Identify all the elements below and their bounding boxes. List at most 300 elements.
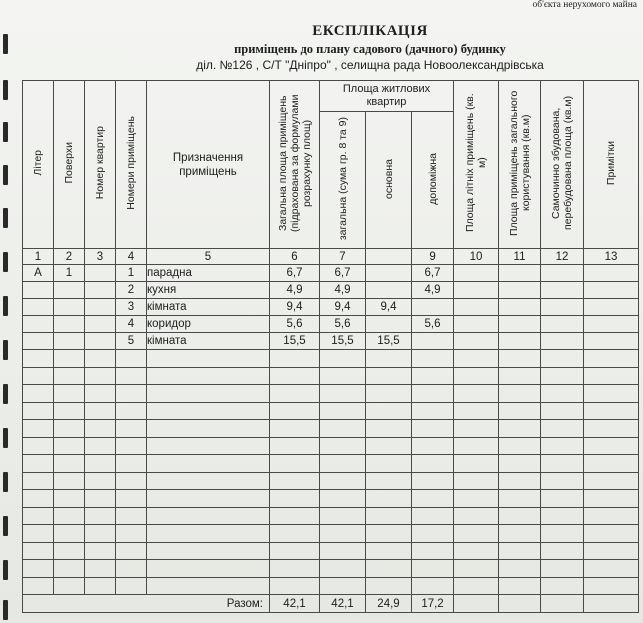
table-cell [454, 299, 499, 316]
table-cell: 5 [116, 333, 147, 350]
empty-cell [366, 542, 412, 560]
header-room-numbers: Номери приміщень [116, 81, 147, 249]
header-self-built-area: Самочинно збудована, перебудована площа (кв.м) [541, 81, 584, 249]
header-floors: Поверхи [54, 81, 85, 249]
empty-cell [454, 490, 499, 508]
total-value: 42,1 [320, 595, 366, 613]
empty-cell [85, 385, 116, 403]
empty-cell [23, 525, 54, 543]
total-value [499, 595, 541, 613]
column-number: 2 [54, 249, 85, 265]
empty-cell [499, 507, 541, 525]
empty-cell [366, 525, 412, 543]
column-number: 7 [320, 249, 366, 265]
table-cell [499, 299, 541, 316]
table-cell: коридор [147, 316, 270, 333]
empty-cell [366, 455, 412, 473]
empty-cell [23, 542, 54, 560]
empty-cell [85, 560, 116, 578]
column-number: 12 [541, 249, 584, 265]
empty-cell [412, 420, 454, 438]
column-number: 4 [116, 249, 147, 265]
table-cell: 9,4 [366, 299, 412, 316]
empty-cell [54, 472, 85, 490]
total-row [23, 595, 639, 613]
empty-cell [320, 367, 366, 385]
table-cell: 5,6 [320, 316, 366, 333]
empty-row [23, 420, 639, 438]
empty-cell [541, 350, 584, 368]
empty-cell [499, 402, 541, 420]
empty-cell [147, 420, 270, 438]
empty-cell [366, 420, 412, 438]
explication-table [22, 80, 639, 613]
table-cell: А [23, 265, 54, 282]
empty-cell [412, 385, 454, 403]
table-cell [85, 265, 116, 282]
document-subtitle: приміщень до плану садового (дачного) будинку [234, 42, 506, 56]
table-cell [541, 265, 584, 282]
table-cell [23, 333, 54, 350]
empty-cell [116, 367, 147, 385]
table-cell: 5,6 [412, 316, 454, 333]
empty-cell [23, 490, 54, 508]
empty-cell [270, 455, 320, 473]
empty-cell [270, 542, 320, 560]
empty-row [23, 577, 639, 595]
empty-cell [320, 385, 366, 403]
empty-cell [499, 472, 541, 490]
empty-cell [23, 402, 54, 420]
empty-cell [270, 472, 320, 490]
empty-cell [116, 455, 147, 473]
empty-cell [116, 542, 147, 560]
empty-cell [541, 385, 584, 403]
empty-cell [412, 542, 454, 560]
table-cell [584, 299, 639, 316]
table-cell: 9,4 [270, 299, 320, 316]
empty-cell [584, 402, 639, 420]
empty-cell [541, 490, 584, 508]
empty-cell [54, 367, 85, 385]
table-cell [366, 265, 412, 282]
empty-cell [584, 385, 639, 403]
empty-cell [584, 577, 639, 595]
empty-cell [454, 437, 499, 455]
empty-cell [116, 560, 147, 578]
total-label: Разом: [23, 595, 270, 613]
empty-row [23, 507, 639, 525]
empty-cell [54, 350, 85, 368]
empty-cell [366, 472, 412, 490]
table-cell [454, 265, 499, 282]
empty-cell [54, 420, 85, 438]
empty-cell [584, 437, 639, 455]
table-cell [454, 282, 499, 299]
empty-cell [454, 455, 499, 473]
table-row [23, 265, 639, 282]
empty-cell [454, 472, 499, 490]
table-cell: 4,9 [270, 282, 320, 299]
empty-cell [85, 525, 116, 543]
table-cell: 15,5 [366, 333, 412, 350]
empty-cell [584, 542, 639, 560]
empty-cell [147, 402, 270, 420]
table-cell [541, 299, 584, 316]
empty-cell [412, 437, 454, 455]
empty-cell [116, 525, 147, 543]
empty-cell [23, 507, 54, 525]
table-cell [54, 282, 85, 299]
empty-cell [85, 490, 116, 508]
empty-cell [85, 350, 116, 368]
empty-cell [320, 437, 366, 455]
table-cell [85, 316, 116, 333]
empty-row [23, 402, 639, 420]
empty-cell [412, 525, 454, 543]
empty-cell [270, 402, 320, 420]
table-cell: 1 [116, 265, 147, 282]
empty-cell [116, 385, 147, 403]
table-cell [85, 282, 116, 299]
empty-cell [54, 490, 85, 508]
column-number-row [23, 249, 639, 265]
total-value: 24,9 [366, 595, 412, 613]
empty-cell [584, 367, 639, 385]
column-number [366, 249, 412, 265]
table-row [23, 316, 639, 333]
header-living-total: загальна (сума гр. 8 та 9) [320, 112, 366, 249]
table-cell: 6,7 [320, 265, 366, 282]
empty-cell [116, 490, 147, 508]
empty-cell [23, 472, 54, 490]
empty-cell [54, 577, 85, 595]
table-cell: 5,6 [270, 316, 320, 333]
empty-cell [23, 455, 54, 473]
empty-cell [320, 560, 366, 578]
header-common-area: Площа приміщень загального користування (кв.м) [499, 81, 541, 249]
empty-row [23, 542, 639, 560]
total-value [584, 595, 639, 613]
table-cell: кімната [147, 333, 270, 350]
empty-cell [541, 525, 584, 543]
empty-cell [454, 420, 499, 438]
document-title: ЕКСПЛІКАЦІЯ [312, 23, 428, 39]
empty-cell [366, 385, 412, 403]
empty-cell [270, 385, 320, 403]
empty-cell [584, 507, 639, 525]
empty-cell [320, 402, 366, 420]
table-cell [541, 333, 584, 350]
empty-cell [320, 525, 366, 543]
empty-cell [147, 542, 270, 560]
empty-cell [499, 350, 541, 368]
empty-cell [54, 437, 85, 455]
table-cell [454, 316, 499, 333]
empty-cell [320, 542, 366, 560]
empty-cell [270, 420, 320, 438]
empty-cell [366, 402, 412, 420]
empty-cell [85, 402, 116, 420]
header-apartment-number: Номер квартир [85, 81, 116, 249]
empty-cell [147, 385, 270, 403]
empty-cell [85, 420, 116, 438]
empty-row [23, 525, 639, 543]
table-cell: 9,4 [320, 299, 366, 316]
empty-cell [23, 560, 54, 578]
column-number: 10 [454, 249, 499, 265]
table-cell [412, 299, 454, 316]
empty-row [23, 490, 639, 508]
empty-cell [412, 367, 454, 385]
table-cell [541, 316, 584, 333]
empty-cell [412, 350, 454, 368]
empty-cell [116, 437, 147, 455]
header-liter: Літер [23, 81, 54, 249]
empty-cell [499, 455, 541, 473]
table-cell [499, 265, 541, 282]
empty-cell [499, 525, 541, 543]
table-cell [366, 316, 412, 333]
total-value [541, 595, 584, 613]
empty-cell [499, 367, 541, 385]
column-number: 13 [584, 249, 639, 265]
empty-cell [499, 437, 541, 455]
table-cell [499, 316, 541, 333]
empty-cell [147, 367, 270, 385]
empty-cell [541, 402, 584, 420]
empty-cell [147, 490, 270, 508]
empty-cell [366, 560, 412, 578]
empty-cell [85, 542, 116, 560]
empty-cell [454, 402, 499, 420]
empty-cell [412, 490, 454, 508]
table-cell [584, 265, 639, 282]
empty-cell [147, 507, 270, 525]
empty-cell [454, 577, 499, 595]
header-summer-area: Площа літніх приміщень (кв. м) [454, 81, 499, 249]
empty-cell [499, 420, 541, 438]
empty-cell [147, 577, 270, 595]
empty-cell [541, 507, 584, 525]
empty-cell [270, 490, 320, 508]
empty-cell [454, 507, 499, 525]
empty-cell [320, 472, 366, 490]
empty-cell [541, 455, 584, 473]
empty-cell [499, 542, 541, 560]
empty-cell [499, 560, 541, 578]
empty-cell [85, 437, 116, 455]
corner-note: об'єкта нерухомого майна [532, 0, 637, 10]
empty-cell [454, 525, 499, 543]
empty-cell [54, 402, 85, 420]
empty-cell [147, 560, 270, 578]
table-cell [85, 299, 116, 316]
empty-cell [54, 542, 85, 560]
header-room-purpose: Призначення приміщень [147, 81, 270, 249]
table-cell [54, 299, 85, 316]
empty-cell [366, 367, 412, 385]
empty-row [23, 560, 639, 578]
empty-cell [584, 490, 639, 508]
total-value [454, 595, 499, 613]
empty-cell [147, 455, 270, 473]
header-notes: Примітки [584, 81, 639, 249]
table-cell [23, 299, 54, 316]
empty-cell [499, 385, 541, 403]
table-cell [85, 333, 116, 350]
empty-row [23, 472, 639, 490]
empty-row [23, 437, 639, 455]
empty-cell [270, 350, 320, 368]
empty-cell [454, 542, 499, 560]
empty-cell [270, 507, 320, 525]
table-cell [541, 282, 584, 299]
table-cell: 6,7 [270, 265, 320, 282]
empty-cell [584, 525, 639, 543]
column-number: 6 [270, 249, 320, 265]
empty-cell [454, 367, 499, 385]
empty-cell [54, 385, 85, 403]
column-number: 11 [499, 249, 541, 265]
empty-cell [320, 350, 366, 368]
table-cell: 1 [54, 265, 85, 282]
empty-cell [366, 437, 412, 455]
table-cell: 4 [116, 316, 147, 333]
empty-cell [412, 507, 454, 525]
empty-cell [270, 560, 320, 578]
empty-cell [116, 507, 147, 525]
column-number: 9 [412, 249, 454, 265]
empty-cell [541, 472, 584, 490]
header-total-area: Загальна площа приміщень (підрахована за формулами розрахунку площ) [270, 81, 320, 249]
table-cell [499, 282, 541, 299]
empty-cell [499, 490, 541, 508]
table-cell [23, 316, 54, 333]
empty-row [23, 367, 639, 385]
empty-cell [116, 350, 147, 368]
empty-cell [23, 420, 54, 438]
empty-cell [147, 525, 270, 543]
empty-cell [270, 577, 320, 595]
table-cell [584, 316, 639, 333]
empty-cell [85, 367, 116, 385]
empty-cell [541, 560, 584, 578]
column-number: 5 [147, 249, 270, 265]
column-number: 3 [85, 249, 116, 265]
empty-cell [320, 577, 366, 595]
empty-cell [412, 577, 454, 595]
empty-cell [366, 490, 412, 508]
table-cell [54, 316, 85, 333]
empty-cell [584, 350, 639, 368]
empty-cell [54, 507, 85, 525]
empty-cell [116, 577, 147, 595]
empty-cell [412, 560, 454, 578]
empty-cell [541, 542, 584, 560]
binding-holes [0, 0, 14, 623]
table-cell: 4,9 [412, 282, 454, 299]
empty-cell [85, 455, 116, 473]
empty-cell [54, 560, 85, 578]
empty-cell [454, 385, 499, 403]
empty-cell [54, 525, 85, 543]
empty-cell [85, 472, 116, 490]
empty-cell [147, 437, 270, 455]
table-cell: 3 [116, 299, 147, 316]
header-living-area-group: Площа житлових квартир [320, 81, 454, 112]
table-cell: 15,5 [320, 333, 366, 350]
empty-cell [412, 455, 454, 473]
header-living-auxiliary: допоміжна [412, 112, 454, 249]
table-cell: 2 [116, 282, 147, 299]
empty-row [23, 455, 639, 473]
empty-cell [584, 455, 639, 473]
empty-cell [412, 402, 454, 420]
empty-cell [584, 472, 639, 490]
empty-cell [366, 350, 412, 368]
empty-cell [320, 455, 366, 473]
total-value: 17,2 [412, 595, 454, 613]
table-row [23, 299, 639, 316]
table-cell: 4,9 [320, 282, 366, 299]
empty-cell [23, 350, 54, 368]
empty-cell [584, 560, 639, 578]
empty-cell [85, 577, 116, 595]
empty-cell [270, 437, 320, 455]
table-cell: 15,5 [270, 333, 320, 350]
empty-cell [454, 560, 499, 578]
table-cell: парадна [147, 265, 270, 282]
empty-cell [454, 350, 499, 368]
empty-cell [23, 367, 54, 385]
table-cell [584, 282, 639, 299]
table-cell [412, 333, 454, 350]
header-row [23, 81, 639, 112]
table-cell: 6,7 [412, 265, 454, 282]
empty-cell [270, 367, 320, 385]
column-number: 1 [23, 249, 54, 265]
empty-cell [23, 577, 54, 595]
plot-info: діл. №126 , С/Т "Дніпро" , селищна рада Новоолександрівська [196, 58, 544, 72]
empty-cell [366, 507, 412, 525]
empty-cell [584, 420, 639, 438]
table-cell [584, 333, 639, 350]
table-cell: кухня [147, 282, 270, 299]
empty-cell [116, 472, 147, 490]
empty-cell [541, 437, 584, 455]
empty-cell [23, 385, 54, 403]
table-cell [454, 333, 499, 350]
total-value: 42,1 [270, 595, 320, 613]
empty-cell [541, 367, 584, 385]
empty-cell [541, 577, 584, 595]
empty-cell [412, 472, 454, 490]
empty-cell [270, 525, 320, 543]
empty-cell [147, 472, 270, 490]
table-row [23, 333, 639, 350]
empty-cell [23, 437, 54, 455]
empty-row [23, 350, 639, 368]
empty-cell [116, 402, 147, 420]
table-cell [23, 282, 54, 299]
empty-row [23, 385, 639, 403]
table-cell: кімната [147, 299, 270, 316]
header-living-main: основна [366, 112, 412, 249]
empty-cell [54, 455, 85, 473]
empty-cell [116, 420, 147, 438]
table-row [23, 282, 639, 299]
